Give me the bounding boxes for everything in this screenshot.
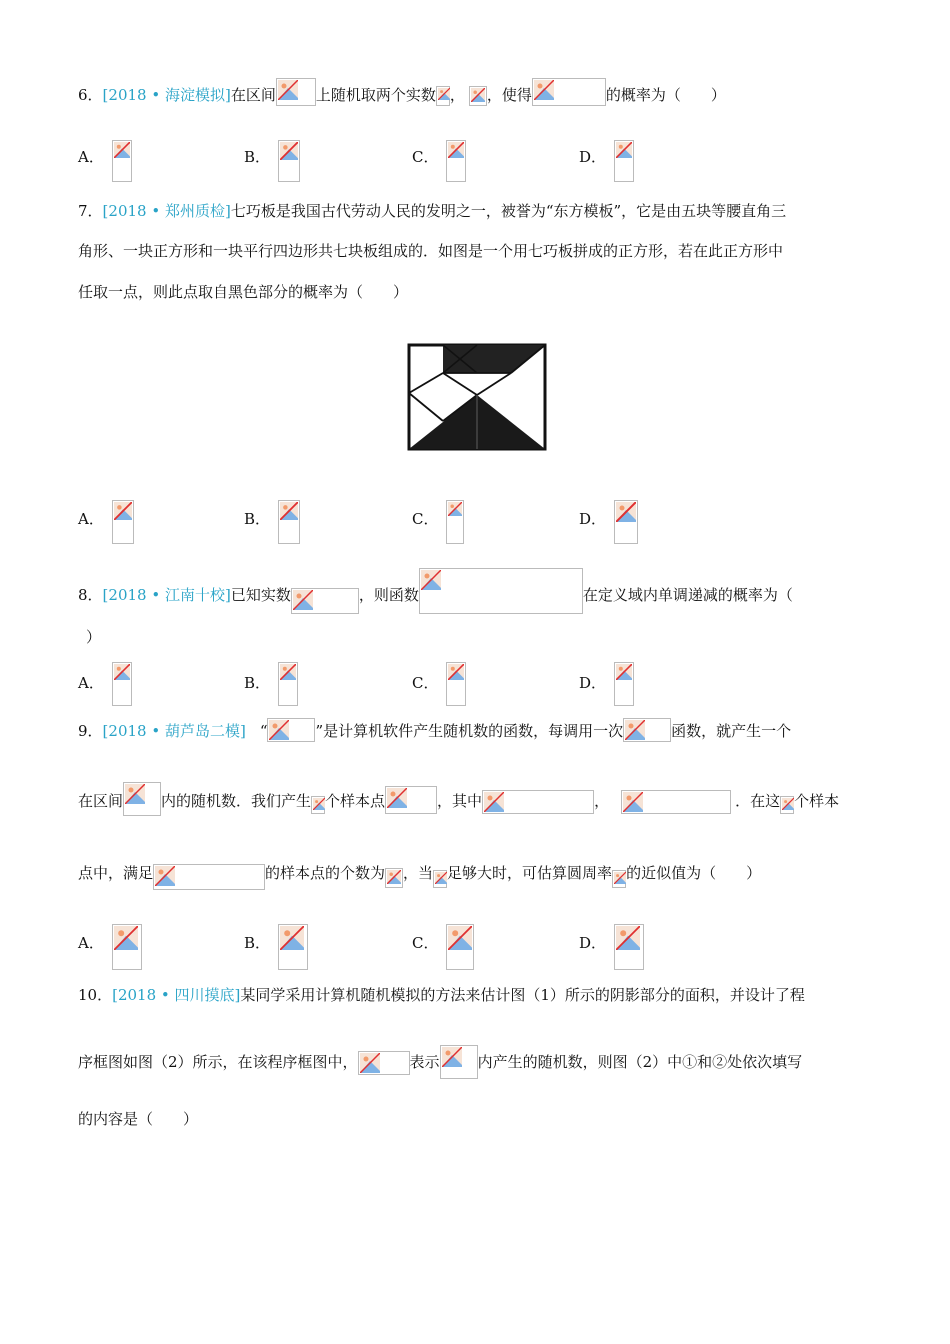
option-label: A．: [78, 674, 104, 692]
q8-option-d[interactable]: [579, 662, 634, 706]
q7-number: 7．: [78, 202, 103, 220]
tangram-figure: [403, 337, 561, 475]
q9-option-d[interactable]: [579, 924, 644, 970]
broken-image-icon: [278, 662, 298, 706]
option-label: D．: [579, 148, 607, 166]
q7-line-1: [78, 200, 786, 222]
q9-option-a[interactable]: [78, 924, 142, 970]
option-label: C．: [412, 148, 439, 166]
broken-image-icon: [532, 78, 606, 106]
broken-image-icon: [440, 1045, 478, 1079]
q9-line-1: [78, 718, 791, 742]
broken-image-icon: [276, 78, 316, 106]
broken-image-icon: [112, 500, 134, 544]
q10-text: 序框图如图（2）所示，在该程序框图中，: [78, 1053, 358, 1071]
option-label: A．: [78, 510, 104, 528]
q8-option-a[interactable]: [78, 662, 132, 706]
broken-image-icon: [278, 924, 308, 970]
option-label: D．: [579, 674, 607, 692]
broken-image-icon: [614, 500, 638, 544]
broken-image-icon: [385, 786, 437, 814]
broken-image-icon: [112, 662, 132, 706]
broken-image-icon: [278, 140, 300, 182]
q6-option-d[interactable]: [579, 140, 634, 182]
broken-image-icon: [112, 140, 132, 182]
q9-text: 个样本点: [325, 792, 386, 810]
broken-image-icon: [311, 796, 325, 814]
broken-image-icon: [614, 662, 634, 706]
broken-image-icon: [614, 924, 644, 970]
broken-image-icon: [612, 870, 626, 888]
q9-source-link[interactable]: [2018 • 葫芦岛二模]: [102, 722, 246, 740]
q6-option-a[interactable]: [78, 140, 132, 182]
broken-image-icon: [446, 140, 466, 182]
q9-line-3: [78, 862, 761, 890]
option-label: D．: [579, 510, 607, 528]
q7-text: 角形、一块正方形和一块平行四边形共七块板组成的．如图是一个用七巧板拼成的正方形，若在此正方形中: [78, 242, 784, 260]
q9-text: 的样本点的个数为: [265, 864, 386, 882]
q6-line: [78, 78, 726, 106]
broken-image-icon: [621, 790, 731, 814]
q6-text: ，使得: [486, 86, 532, 104]
q7-text: 任取一点，则此点取自黑色部分的概率为（ ）: [78, 283, 409, 301]
option-label: C．: [412, 674, 439, 692]
broken-image-icon: [446, 662, 466, 706]
q9-text: 足够大时，可估算圆周率: [447, 864, 613, 882]
broken-image-icon: [446, 500, 464, 544]
q9-option-b[interactable]: [244, 924, 308, 970]
broken-image-icon: [278, 500, 300, 544]
q7-option-d[interactable]: [579, 500, 638, 544]
q9-text: 的近似值为（ ）: [626, 864, 762, 882]
broken-image-icon: [267, 718, 315, 742]
q10-source-link[interactable]: [2018 • 四川摸底]: [112, 986, 241, 1004]
q6-text: ，: [449, 86, 465, 104]
q10-line-1: [78, 984, 805, 1006]
q9-text: 点中，满足: [78, 864, 154, 882]
q9-number: 9．: [78, 722, 103, 740]
q6-source-link[interactable]: [2018 • 海淀模拟]: [102, 86, 231, 104]
q8-text: ）: [86, 628, 102, 646]
q7-line-2: [78, 240, 783, 262]
q9-text: ，: [594, 792, 610, 810]
q9-text: ．在这: [735, 792, 781, 810]
q10-line-3: [78, 1108, 198, 1130]
q6-text: 的概率为（ ）: [605, 86, 726, 104]
option-label: C．: [412, 934, 439, 952]
q9-text: ，当: [403, 864, 434, 882]
q9-text: 个样本: [794, 792, 840, 810]
q9-text: 函数，就产生一个: [671, 722, 792, 740]
q8-line-1: [78, 568, 793, 614]
q8-line-2: [86, 626, 101, 648]
q7-option-c[interactable]: [412, 500, 464, 544]
q8-text: ，则函数: [358, 586, 419, 604]
q8-number: 8．: [78, 586, 103, 604]
q8-option-b[interactable]: [244, 662, 298, 706]
q7-text: 七巧板是我国古代劳动人民的发明之一，被誉为“东方模板”，它是由五块等腰直角三: [230, 202, 787, 220]
q6-text: 上随机取两个实数: [315, 86, 436, 104]
q8-option-c[interactable]: [412, 662, 466, 706]
q9-option-c[interactable]: [412, 924, 474, 970]
option-label: C．: [412, 510, 439, 528]
q8-source-link[interactable]: [2018 • 江南十校]: [102, 586, 231, 604]
option-label: B．: [244, 674, 271, 692]
q8-text: 已知实数: [230, 586, 291, 604]
broken-image-icon: [153, 864, 265, 890]
q6-text: 在区间: [230, 86, 276, 104]
broken-image-icon: [112, 924, 142, 970]
q10-line-2: [78, 1045, 802, 1079]
q9-text: ，其中: [437, 792, 483, 810]
option-label: B．: [244, 148, 271, 166]
option-label: B．: [244, 934, 271, 952]
broken-image-icon: [614, 140, 634, 182]
broken-image-icon: [291, 588, 359, 614]
broken-image-icon: [123, 782, 161, 816]
broken-image-icon: [419, 568, 583, 614]
broken-image-icon: [385, 868, 403, 888]
q9-line-2: [78, 782, 839, 816]
q10-text: 内产生的随机数，则图（2）中①和②处依次填写: [477, 1053, 803, 1071]
q6-option-c[interactable]: [412, 140, 466, 182]
q8-text: 在定义域内单调递减的概率为（: [582, 586, 793, 604]
q9-text: 在区间: [78, 792, 124, 810]
q9-text: 内的随机数．我们产生: [161, 792, 312, 810]
q6-number: 6．: [78, 86, 103, 104]
q10-number: 10．: [78, 986, 113, 1004]
q7-line-3: [78, 281, 408, 303]
broken-image-icon: [446, 924, 474, 970]
broken-image-icon: [469, 86, 487, 106]
broken-image-icon: [358, 1051, 410, 1075]
option-label: A．: [78, 934, 104, 952]
broken-image-icon: [433, 870, 447, 888]
q7-option-b[interactable]: [244, 500, 300, 544]
q7-source-link[interactable]: [2018 • 郑州质检]: [102, 202, 231, 220]
broken-image-icon: [780, 796, 794, 814]
broken-image-icon: [482, 790, 594, 814]
broken-image-icon: [436, 86, 450, 106]
option-label: B．: [244, 510, 271, 528]
q9-text: “: [259, 722, 268, 740]
q9-text: ”是计算机软件产生随机数的函数，每调用一次: [315, 722, 624, 740]
q10-text: 的内容是（ ）: [78, 1110, 199, 1128]
option-label: D．: [579, 934, 607, 952]
q10-text: 某同学采用计算机随机模拟的方法来估计图（1）所示的阴影部分的面积，并设计了程: [240, 986, 805, 1004]
q10-text: 表示: [409, 1053, 440, 1071]
q6-option-b[interactable]: [244, 140, 300, 182]
broken-image-icon: [623, 718, 671, 742]
q7-option-a[interactable]: [78, 500, 134, 544]
option-label: A．: [78, 148, 104, 166]
